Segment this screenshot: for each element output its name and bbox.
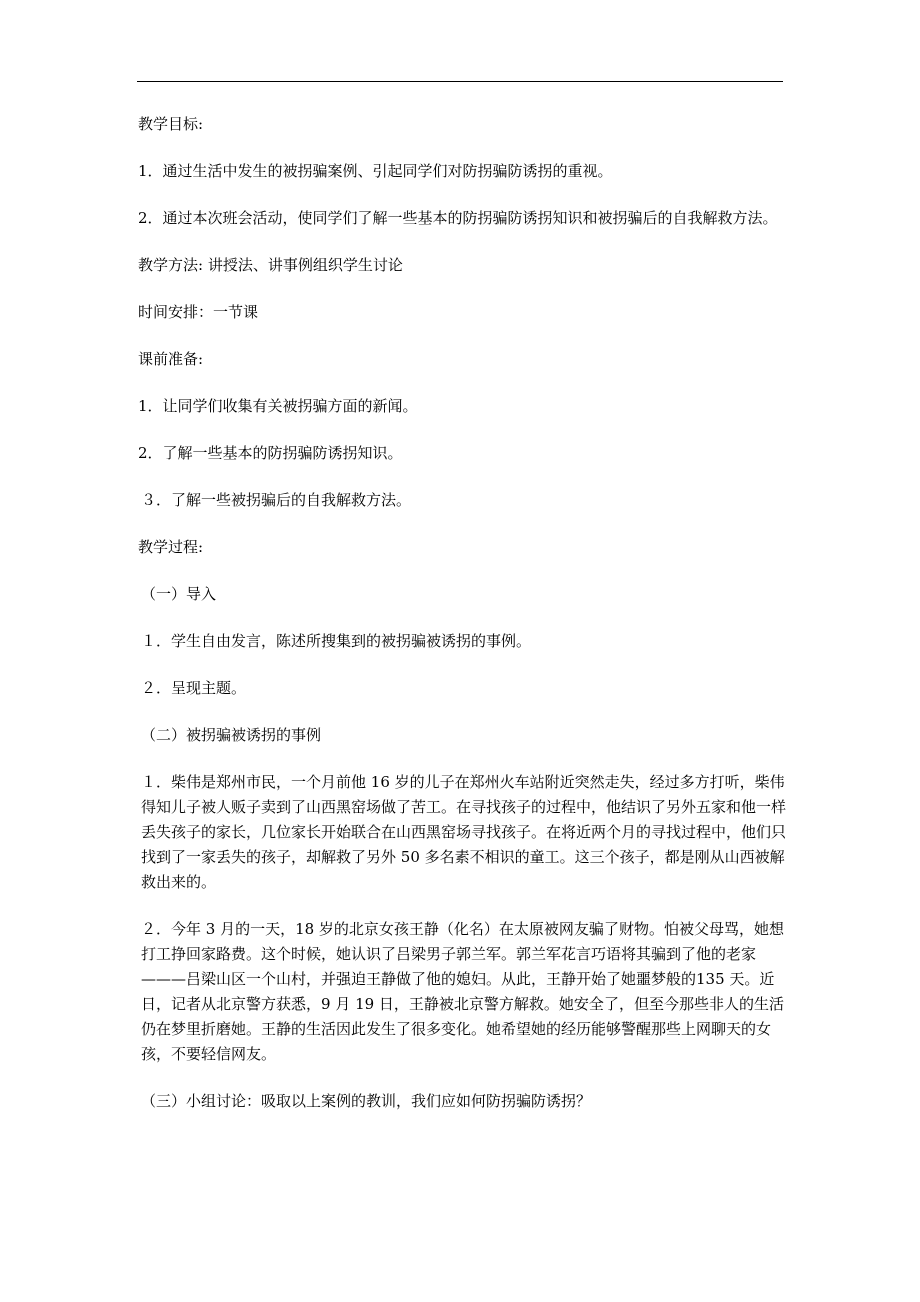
- preparation-item-3: ３．了解一些被拐骗后的自我解救方法。: [141, 491, 412, 509]
- teaching-method: 教学方法: 讲授法、讲事例组织学生讨论: [138, 256, 403, 274]
- section-heading-objectives: 教学目标:: [138, 115, 204, 133]
- intro-item-1: １．学生自由发言，陈述所搜集到的被拐骗被诱拐的事例。: [141, 632, 532, 650]
- section-heading-process: 教学过程:: [138, 538, 204, 556]
- preparation-item-2: 2．了解一些基本的防拐骗防诱拐知识。: [138, 444, 403, 462]
- case-1: １．柴伟是郑州市民，一个月前他 16 岁的儿子在郑州火车站附近突然走失，经过多方打听，柴伟得知儿子被人贩子卖到了山西黑窑场做了苦工。在寻找孩子的过程中，他结识了另外五家和他一样丢失孩子的家长，几位家长开始联合在山西黑窑场寻找孩子。在将近两个月的寻找过程中，他们只找到了一家丢失的孩子，却解救了另外 50 多名素不相识的童工。这三个孩子，都是刚从山西被解救出来的。: [141, 773, 787, 891]
- case-2: ２．今年 3 月的一天，18 岁的北京女孩王静（化名）在太原被网友骗了财物。怕被父母骂，她想打工挣回家路费。这个时候，她认识了吕梁男子郭兰军。郭兰军花言巧语将其骗到了他的老家———吕梁山区一个山村，并强迫王静做了他的媳妇。从此，王静开始了她噩梦般的135 天。近日，记者从北京警方获悉，9 月 19 日，王静被北京警方解救。她安全了，但至今那些非人的生活仍在梦里折磨她。王静的生活因此发生了很多变化。她希望她的经历能够警醒那些上网聊天的女孩，不要轻信网友。: [141, 920, 784, 1063]
- document-body: [138, 112, 792, 1136]
- time-arrangement: 时间安排：一节课: [138, 303, 259, 321]
- section-heading-preparation: 课前准备:: [138, 350, 204, 368]
- header-rule: [137, 81, 783, 82]
- subsection-discussion: （三）小组讨论：吸取以上案例的教训，我们应如何防拐骗防诱拐？: [141, 1092, 592, 1110]
- objective-item-2: 2．通过本次班会活动，使同学们了解一些基本的防拐骗防诱拐知识和被拐骗后的自我解救方法。: [138, 209, 778, 227]
- objective-item-1: 1．通过生活中发生的被拐骗案例、引起同学们对防拐骗防诱拐的重视。: [138, 162, 613, 180]
- preparation-item-1: 1．让同学们收集有关被拐骗方面的新闻。: [138, 397, 418, 415]
- subsection-intro: （一）导入: [141, 585, 217, 603]
- intro-item-2: ２．呈现主题。: [141, 679, 247, 697]
- subsection-cases: （二）被拐骗被诱拐的事例: [141, 726, 322, 744]
